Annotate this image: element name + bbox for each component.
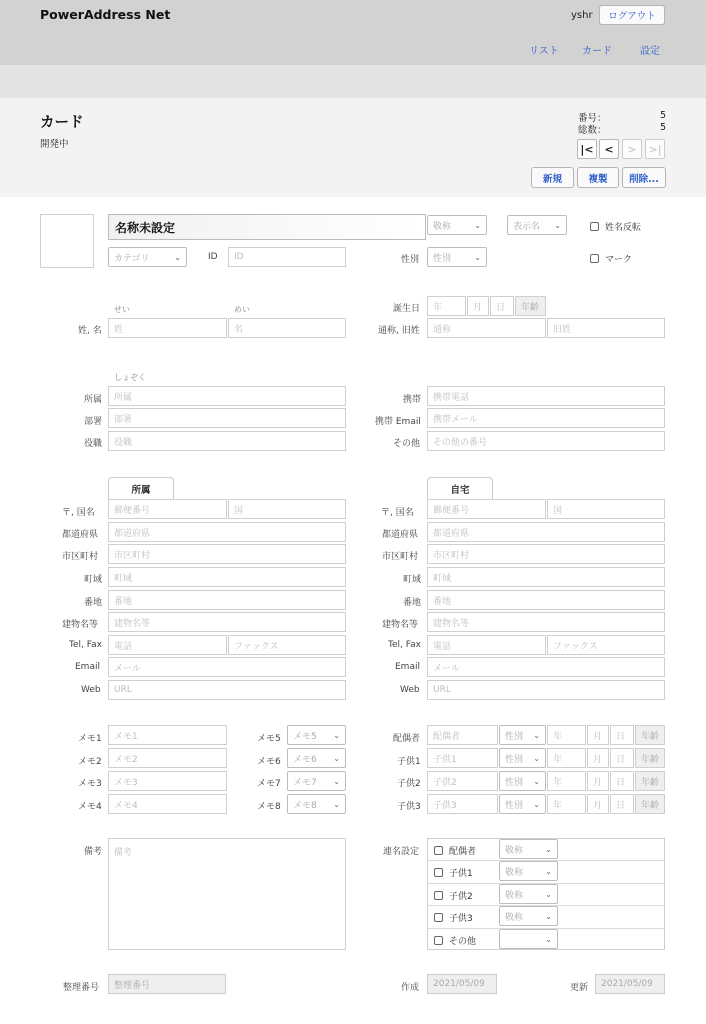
next-record-button[interactable]: > (622, 139, 642, 159)
joint-spouse-checkbox[interactable] (434, 844, 476, 857)
child3-age-field: 年齢 (635, 794, 665, 814)
joint-child2-label: 子供2 (449, 892, 473, 902)
office-web-label: Web (81, 685, 101, 695)
number-value: 5 (660, 110, 667, 121)
checkbox-box[interactable] (434, 913, 443, 922)
sei-input[interactable]: 姓 (108, 318, 227, 338)
nav-list[interactable]: リスト (529, 46, 559, 57)
nick-input[interactable]: 通称 (427, 318, 546, 338)
joint-spouse-honorific-value: 敬称 (505, 845, 524, 856)
spouse-gender-select[interactable] (499, 725, 546, 745)
joint-spouse-honorific-select[interactable] (499, 839, 558, 859)
child2-gender-value: 性別 (505, 777, 524, 788)
office-street-label: 番地 (84, 598, 103, 608)
spouse-day-input[interactable]: 日 (610, 725, 634, 745)
child3-year-input[interactable]: 年 (547, 794, 586, 814)
home-building-label: 建物名等 (382, 620, 419, 630)
spouse-input[interactable]: 配偶者 (427, 725, 498, 745)
mark-label: マーク (605, 255, 633, 265)
post-input[interactable]: 役職 (108, 431, 346, 451)
home-zip-input[interactable]: 郵便番号 (427, 499, 546, 519)
spouse-gender-value: 性別 (505, 731, 524, 742)
memo7-label: メモ7 (257, 779, 281, 789)
delete-button[interactable]: 削除... (622, 167, 666, 188)
gender-value: 性別 (433, 253, 452, 264)
memo6-value: メモ6 (293, 754, 317, 765)
org-label: 所属 (84, 395, 103, 405)
home-pref-input[interactable]: 都道府県 (427, 522, 665, 542)
office-building-label: 建物名等 (62, 620, 99, 630)
office-pref-input[interactable]: 都道府県 (108, 522, 346, 542)
home-fax-input[interactable]: ファックス (547, 635, 665, 655)
office-zip-label: 〒, 国名 (62, 508, 95, 518)
mobile-label: 携帯 (403, 395, 422, 405)
created-label: 作成 (401, 983, 420, 993)
memo7-select[interactable] (287, 771, 346, 791)
id-label: ID (208, 252, 218, 262)
joint-child3-honorific-value: 敬称 (505, 912, 524, 923)
notes-label: 備考 (84, 847, 103, 857)
mark-checkbox[interactable] (590, 252, 632, 265)
checkbox-box[interactable] (434, 846, 443, 855)
chevron-down-icon: ⌄ (333, 799, 340, 809)
total-label: 総数： (578, 125, 607, 136)
nav-card[interactable]: カード (582, 46, 612, 57)
reverse-name-label: 姓名反転 (605, 223, 642, 233)
joint-child1-honorific-select[interactable] (499, 861, 558, 881)
joint-other-checkbox[interactable] (434, 934, 476, 947)
app-brand[interactable]: PowerAddress Net (40, 7, 171, 22)
updated-date: 2021/05/09 (595, 974, 665, 994)
memo8-select[interactable] (287, 794, 346, 814)
child1-label: 子供1 (397, 757, 421, 767)
office-city-input[interactable]: 市区町村 (108, 544, 346, 564)
user-name: yshr (571, 10, 593, 21)
memo5-value: メモ5 (293, 731, 317, 742)
other-number-input[interactable]: その他の番号 (427, 431, 665, 451)
chevron-down-icon: ⌄ (533, 753, 540, 763)
home-email-input[interactable]: メール (427, 657, 665, 677)
memo6-select[interactable] (287, 748, 346, 768)
child1-gender-value: 性別 (505, 754, 524, 765)
memo7-value: メモ7 (293, 777, 317, 788)
child3-label: 子供3 (397, 802, 421, 812)
chevron-down-icon: ⌄ (333, 753, 340, 763)
office-email-label: Email (75, 662, 100, 672)
memo5-select[interactable] (287, 725, 346, 745)
joint-child1-label: 子供1 (449, 869, 473, 879)
memo2-input[interactable]: メモ2 (108, 748, 227, 768)
copy-button[interactable]: 複製 (577, 167, 619, 188)
notes-textarea[interactable]: 備考 (108, 838, 346, 950)
mobile-input[interactable]: 携帯電話 (427, 386, 665, 406)
nick-label: 通称, 旧姓 (378, 326, 420, 336)
memo2-label: メモ2 (78, 757, 102, 767)
home-town-label: 町域 (403, 575, 422, 585)
spouse-age-field: 年齢 (635, 725, 665, 745)
home-web-label: Web (400, 685, 420, 695)
spouse-month-input[interactable]: 月 (587, 725, 609, 745)
office-tel-input[interactable]: 電話 (108, 635, 227, 655)
dept-input[interactable]: 部署 (108, 408, 346, 428)
office-pref-label: 都道府県 (62, 530, 99, 540)
home-web-input[interactable]: URL (427, 680, 665, 700)
child3-day-input[interactable]: 日 (610, 794, 634, 814)
office-email-input[interactable]: メール (108, 657, 346, 677)
serial-label: 整理番号 (63, 983, 100, 993)
child1-day-input[interactable]: 日 (610, 748, 634, 768)
office-fax-input[interactable]: ファックス (228, 635, 346, 655)
joint-child3-label: 子供3 (449, 914, 473, 924)
office-street-input[interactable]: 番地 (108, 590, 346, 610)
home-city-label: 市区町村 (382, 552, 419, 562)
office-town-label: 町域 (84, 575, 103, 585)
home-street-input[interactable]: 番地 (427, 590, 665, 610)
prev-record-button[interactable]: < (599, 139, 619, 159)
home-pref-label: 都道府県 (382, 530, 419, 540)
honorific-value: 敬称 (433, 221, 452, 232)
home-email-label: Email (395, 662, 420, 672)
photo-placeholder[interactable] (40, 214, 94, 268)
mei-input[interactable]: 名 (228, 318, 346, 338)
toolbar-band (0, 65, 706, 98)
home-tel-label: Tel, Fax (388, 640, 421, 650)
child3-month-input[interactable]: 月 (587, 794, 609, 814)
home-building-input[interactable]: 建物名等 (427, 612, 665, 632)
chevron-down-icon: ⌄ (333, 776, 340, 786)
joint-child2-checkbox[interactable] (434, 889, 473, 902)
child1-month-input[interactable]: 月 (587, 748, 609, 768)
chevron-down-icon: ⌄ (474, 220, 481, 230)
id-input[interactable]: ID (228, 247, 346, 267)
chevron-down-icon: ⌄ (174, 252, 181, 262)
joint-other-honorific-select[interactable] (499, 929, 558, 949)
child1-input[interactable]: 子供1 (427, 748, 498, 768)
spouse-label: 配偶者 (393, 734, 421, 744)
category-value: カテゴリ (114, 253, 150, 264)
joint-label: 連名設定 (383, 847, 420, 857)
dept-label: 部署 (84, 417, 103, 427)
mobile-email-input[interactable]: 携帯メール (427, 408, 665, 428)
chevron-down-icon: ⌄ (554, 220, 561, 230)
office-tel-label: Tel, Fax (69, 640, 102, 650)
sei-ruby: せい (114, 305, 130, 314)
first-record-button[interactable]: |< (577, 139, 597, 159)
tab-office[interactable]: 所属 (108, 477, 174, 499)
checkbox-box[interactable] (590, 222, 599, 231)
home-city-input[interactable]: 市区町村 (427, 544, 665, 564)
joint-child3-honorific-select[interactable] (499, 906, 558, 926)
home-tel-input[interactable]: 電話 (427, 635, 546, 655)
child2-age-field: 年齢 (635, 771, 665, 791)
child2-input[interactable]: 子供2 (427, 771, 498, 791)
office-city-label: 市区町村 (62, 552, 99, 562)
chevron-down-icon: ⌄ (545, 911, 552, 921)
memo4-input[interactable]: メモ4 (108, 794, 227, 814)
home-country-input[interactable]: 国 (547, 499, 665, 519)
chevron-down-icon: ⌄ (533, 776, 540, 786)
spouse-year-input[interactable]: 年 (547, 725, 586, 745)
child2-label: 子供2 (397, 779, 421, 789)
child1-gender-select[interactable] (499, 748, 546, 768)
gender-select[interactable] (427, 247, 487, 267)
child1-year-input[interactable]: 年 (547, 748, 586, 768)
chevron-down-icon: ⌄ (545, 934, 552, 944)
office-town-input[interactable]: 町域 (108, 567, 346, 587)
birth-year-input[interactable]: 年 (427, 296, 466, 316)
checkbox-box[interactable] (590, 254, 599, 263)
child2-gender-select[interactable] (499, 771, 546, 791)
total-value: 5 (660, 122, 667, 133)
joint-child1-honorific-value: 敬称 (505, 867, 524, 878)
page-status: 開発中 (40, 139, 69, 150)
display-name-value: 表示名 (513, 221, 541, 232)
chevron-down-icon: ⌄ (474, 252, 481, 262)
new-button[interactable]: 新規 (531, 167, 574, 188)
serial-input[interactable]: 整理番号 (108, 974, 226, 994)
joint-child2-honorific-select[interactable] (499, 884, 558, 904)
memo1-label: メモ1 (78, 734, 102, 744)
memo3-label: メモ3 (78, 779, 102, 789)
name-field[interactable]: 名称未設定 (108, 214, 426, 240)
name-label: 姓, 名 (78, 326, 102, 336)
joint-spouse-label: 配偶者 (449, 847, 477, 857)
child2-year-input[interactable]: 年 (547, 771, 586, 791)
memo4-label: メモ4 (78, 802, 102, 812)
home-town-input[interactable]: 町域 (427, 567, 665, 587)
number-label: 番号： (578, 113, 607, 124)
birth-month-input[interactable]: 月 (467, 296, 489, 316)
memo3-input[interactable]: メモ3 (108, 771, 227, 791)
child1-age-field: 年齢 (635, 748, 665, 768)
category-select[interactable] (108, 247, 187, 267)
logout-button[interactable]: ログアウト (599, 5, 665, 25)
chevron-down-icon: ⌄ (533, 730, 540, 740)
chevron-down-icon: ⌄ (333, 730, 340, 740)
chevron-down-icon: ⌄ (545, 844, 552, 854)
mei-ruby: めい (234, 305, 250, 314)
old-name-input[interactable]: 旧姓 (547, 318, 665, 338)
memo8-value: メモ8 (293, 800, 317, 811)
memo1-input[interactable]: メモ1 (108, 725, 227, 745)
office-zip-input[interactable]: 郵便番号 (108, 499, 227, 519)
birth-day-input[interactable]: 日 (490, 296, 514, 316)
created-date: 2021/05/09 (427, 974, 497, 994)
office-web-input[interactable]: URL (108, 680, 346, 700)
updated-label: 更新 (570, 983, 589, 993)
nav-settings[interactable]: 設定 (640, 46, 660, 57)
memo5-label: メモ5 (257, 734, 281, 744)
joint-child3-checkbox[interactable] (434, 911, 473, 924)
child2-month-input[interactable]: 月 (587, 771, 609, 791)
tab-home[interactable]: 自宅 (427, 477, 493, 499)
memo6-label: メモ6 (257, 757, 281, 767)
reverse-name-checkbox[interactable] (590, 220, 641, 233)
post-label: 役職 (84, 439, 103, 449)
home-zip-label: 〒, 国名 (381, 508, 414, 518)
checkbox-box[interactable] (434, 868, 443, 877)
joint-child1-checkbox[interactable] (434, 866, 473, 879)
org-input[interactable]: 所属 (108, 386, 346, 406)
chevron-down-icon: ⌄ (545, 889, 552, 899)
memo8-label: メモ8 (257, 802, 281, 812)
child3-gender-value: 性別 (505, 800, 524, 811)
office-country-input[interactable]: 国 (228, 499, 346, 519)
chevron-down-icon: ⌄ (533, 799, 540, 809)
checkbox-box[interactable] (434, 936, 443, 945)
child3-input[interactable]: 子供3 (427, 794, 498, 814)
last-record-button[interactable]: >| (645, 139, 665, 159)
joint-child2-honorific-value: 敬称 (505, 890, 524, 901)
office-building-input[interactable]: 建物名等 (108, 612, 346, 632)
age-field: 年齢 (515, 296, 546, 316)
chevron-down-icon: ⌄ (545, 866, 552, 876)
checkbox-box[interactable] (434, 891, 443, 900)
page-title: カード (40, 115, 84, 131)
org-ruby: しょぞく (114, 373, 146, 382)
child2-day-input[interactable]: 日 (610, 771, 634, 791)
mobile-email-label: 携帯 Email (375, 417, 421, 427)
joint-other-label: その他 (449, 937, 477, 947)
child3-gender-select[interactable] (499, 794, 546, 814)
gender-label: 性別 (401, 255, 420, 265)
birthday-label: 誕生日 (393, 304, 421, 314)
home-street-label: 番地 (403, 598, 422, 608)
display-name-select[interactable] (507, 215, 567, 235)
honorific-select[interactable] (427, 215, 487, 235)
other-label: その他 (393, 439, 421, 449)
